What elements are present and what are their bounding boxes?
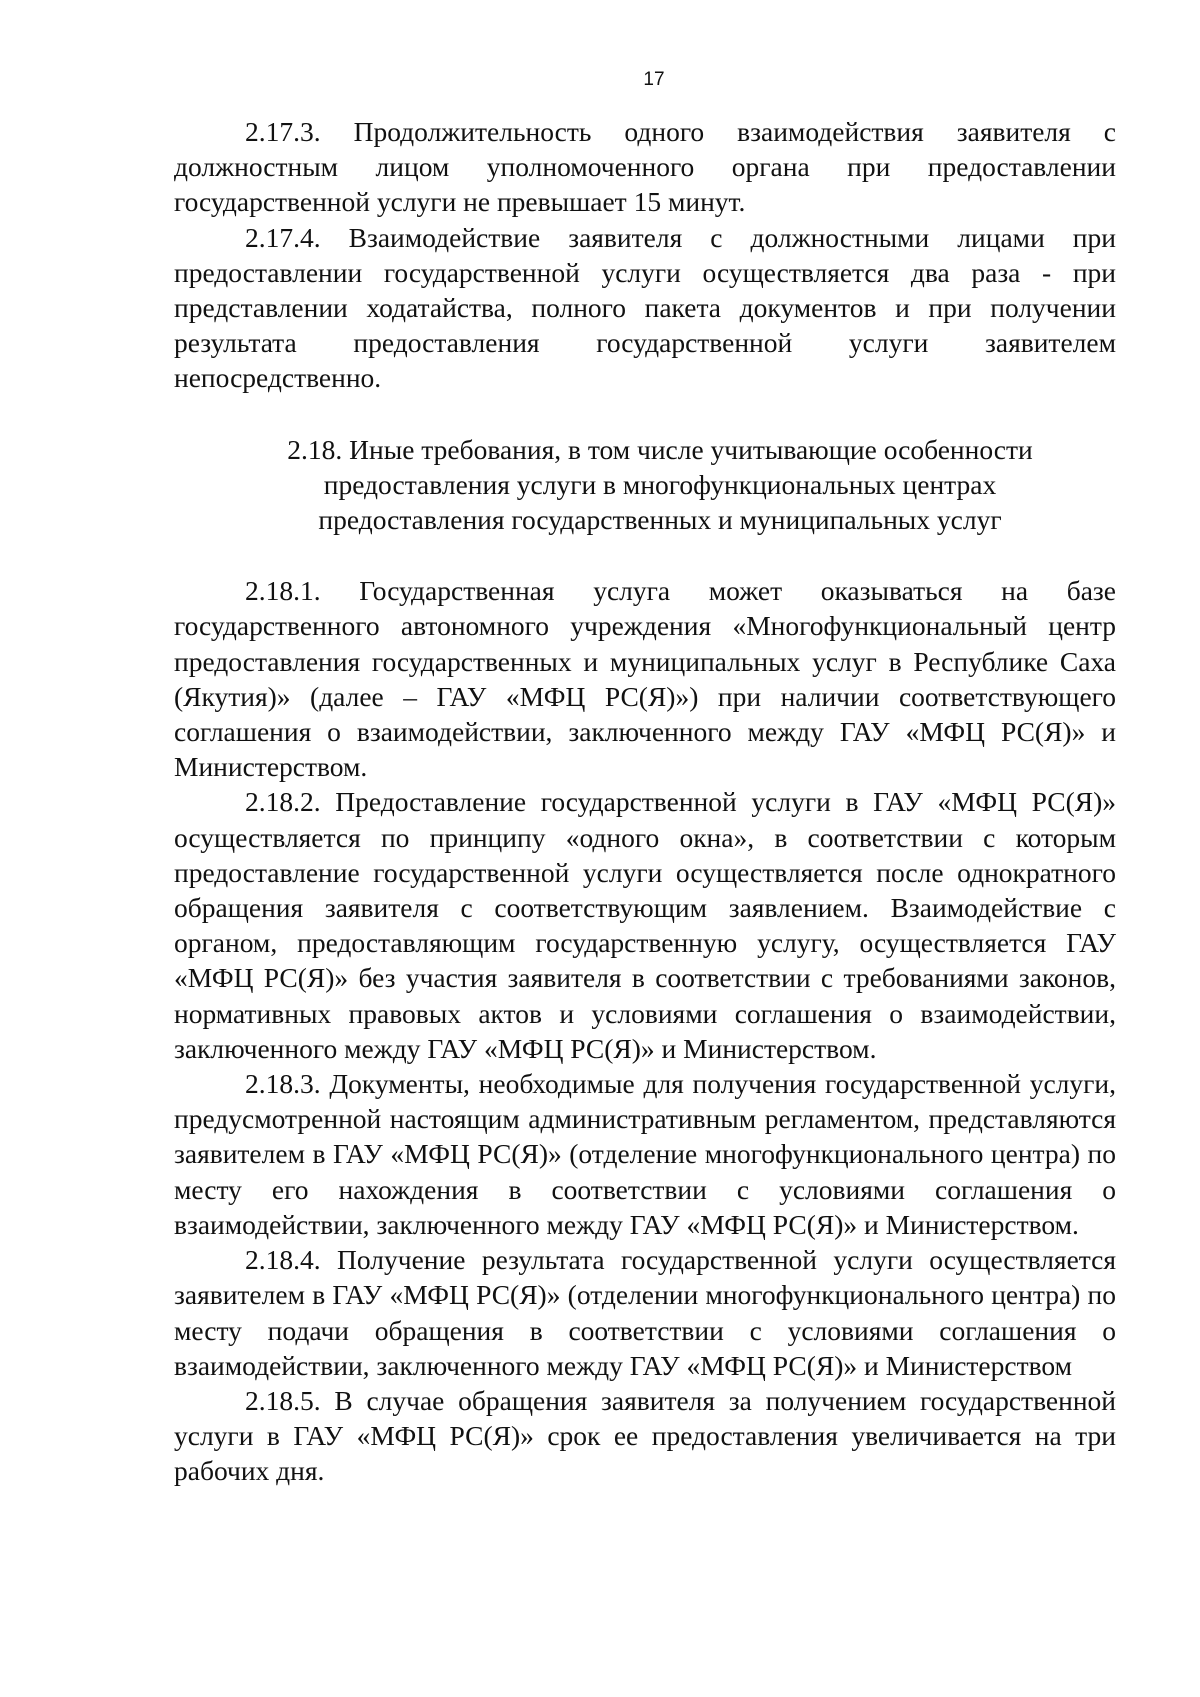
section-heading-line: предоставления государственных и муниципальных услуг	[318, 504, 1002, 536]
paragraph-2-17-4: 2.17.4. Взаимодействие заявителя с должностными лицами при предоставлении государственной услуги осуществляется два раза - при представлении ходатайства, полного пакета документов и при получении результата предоставления государственной услуги заявителем непосредственно.	[174, 221, 1116, 394]
section-heading-2-18	[174, 432, 1116, 538]
section-heading-line: 2.18. Иные требования, в том числе учитывающие особенности	[287, 433, 1033, 465]
page-number: 17	[643, 69, 665, 90]
paragraph-2-17-3: 2.17.3. Продолжительность одного взаимодействия заявителя с должностным лицом уполномоченного органа при предоставлении государственной услуги не превышает 15 минут.	[174, 116, 1116, 218]
paragraph-2-18-4: 2.18.4. Получение результата государственной услуги осуществляется заявителем в ГАУ «МФЦ РС(Я)» (отделении многофункционального центра) по месту подачи обращения в соответствии с условиями соглашения о взаимодействии, заключенного между ГАУ «МФЦ РС(Я)» и Министерством	[174, 1244, 1116, 1381]
section-heading-line: предоставления услуги в многофункциональных центрах	[323, 468, 997, 500]
paragraph-2-18-3: 2.18.3. Документы, необходимые для получения государственной услуги, предусмотренной настоящим административным регламентом, представляются заявителем в ГАУ «МФЦ РС(Я)» (отделение многофункционального центра) по месту его нахождения в соответствии с условиями соглашения о взаимодействии, заключенного между ГАУ «МФЦ РС(Я)» и Министерством.	[174, 1068, 1116, 1240]
paragraph-2-18-2: 2.18.2. Предоставление государственной услуги в ГАУ «МФЦ РС(Я)» осуществляется по принципу «одного окна», в соответствии с которым предоставление государственной услуги осуществляется после однократного обращения заявителя с соответствующим заявлением. Взаимодействие с органом, предоставляющим государственную услугу, осуществляется ГАУ «МФЦ РС(Я)» без участия заявителя в соответствии с требованиями законов, нормативных правовых актов и условиями соглашения о взаимодействии, заключенного между ГАУ «МФЦ РС(Я)» и Министерством.	[174, 786, 1116, 1064]
paragraph-2-18-1: 2.18.1. Государственная услуга может оказываться на базе государственного автономного учреждения «Многофункциональный центр предоставления государственных и муниципальных услуг в Республике Саха (Якутия)» (далее – ГАУ «МФЦ РС(Я)») при наличии соответствующего соглашения о взаимодействии, заключенного между ГАУ «МФЦ РС(Я)» и Министерством.	[174, 575, 1116, 783]
paragraph-2-18-5: 2.18.5. В случае обращения заявителя за получением государственной услуги в ГАУ «МФЦ РС(Я)» срок ее предоставления увеличивается на три рабочих дня.	[174, 1384, 1116, 1487]
